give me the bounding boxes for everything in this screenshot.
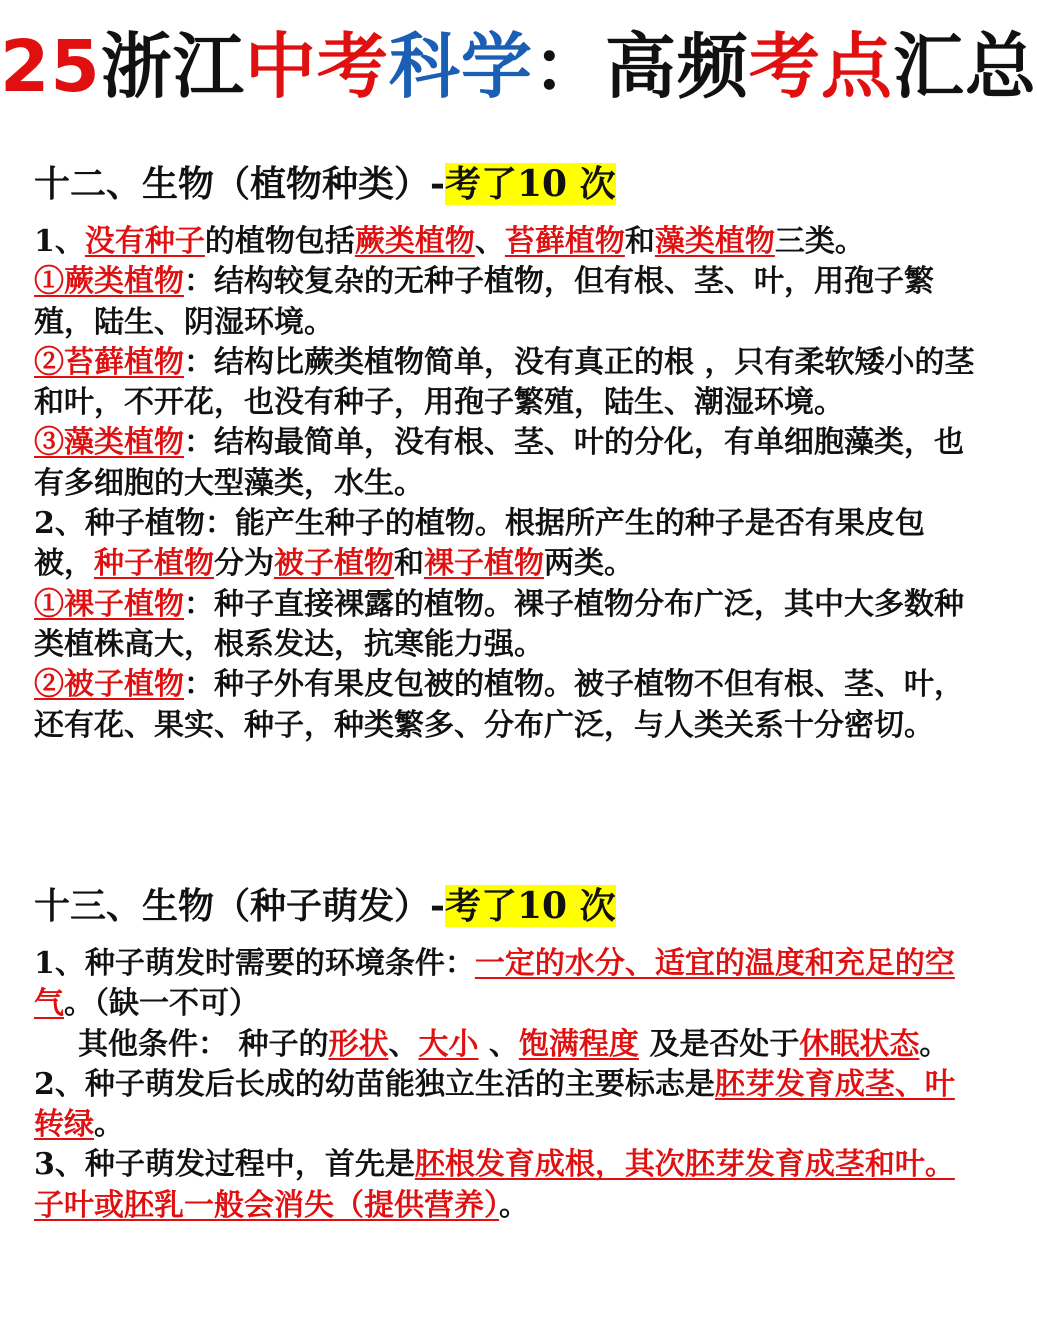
text: 其他条件： 种子的: [78, 1026, 329, 1062]
text: 和: [394, 546, 424, 582]
key-term: 苔藓植物: [504, 224, 625, 259]
key-term: ②被子植物: [34, 667, 184, 703]
text: 三类。: [774, 224, 865, 259]
key-term: 大小: [418, 1026, 479, 1062]
key-term: 胚根发育成根，其次胚芽发育成茎和叶。子叶或胚乳一般会消失（提供营养）: [34, 1147, 955, 1223]
section-body: [34, 944, 984, 1226]
text: ：种子直接裸露的植物。裸子植物分布广泛，其中大多数种类植株高大，根系发达，抗寒能力强。: [34, 586, 964, 662]
text: 。: [94, 1107, 124, 1143]
paragraph: [34, 1145, 984, 1226]
text: ：结构比蕨类植物简单，没有真正的根 ，只有柔软矮小的茎 和叶，不开花，也没有种子，用孢子繁殖，陆生、潮湿环境。: [34, 344, 975, 421]
title-part: 中考: [244, 25, 389, 108]
section-heading-text: 十三、生物（种子萌发）-: [34, 885, 445, 927]
title-part: 汇总: [892, 25, 1037, 108]
paragraph: [34, 423, 984, 504]
key-term: 被子植物: [274, 546, 394, 582]
key-term: ②苔藓植物: [34, 344, 184, 380]
title-part: 浙江: [100, 25, 245, 108]
key-term: 饱满程度: [518, 1026, 639, 1062]
text: ：结构较复杂的无种子植物，但有根、茎、叶，用孢子繁殖，陆生、阴湿环境。: [34, 264, 934, 340]
section-body: [34, 222, 984, 746]
paragraph: [34, 1065, 984, 1146]
paragraph: [34, 944, 984, 1025]
key-term: ①蕨类植物: [34, 264, 184, 300]
section-heading: [34, 160, 616, 208]
section-heading-text: 十二、生物（植物种类）-: [34, 163, 445, 205]
page-title: [0, 22, 1037, 112]
text: 、: [474, 224, 505, 259]
text: 。（缺一不可）: [64, 986, 259, 1022]
title-part: ：高频: [532, 25, 749, 108]
paragraph: [34, 585, 984, 666]
text: 、: [388, 1026, 419, 1062]
text: 的植物包括: [204, 224, 355, 259]
key-term: ③藻类植物: [34, 425, 184, 461]
text: 2、种子植物：能产生种子的植物。根据所产生的种子是否有果皮包被，: [34, 506, 925, 582]
text: 。: [499, 1187, 529, 1223]
paragraph: [34, 343, 984, 424]
paragraph: [34, 222, 984, 262]
text: ：种子外有果皮包被的植物。被子植物不但有根、茎、叶，还有花、果实、种子，种类繁多、分布广泛，与人类关系十分密切。: [34, 667, 964, 743]
text: 。: [919, 1026, 950, 1062]
key-term: 没有种子: [84, 224, 205, 259]
text: 1、: [34, 224, 85, 259]
title-part: 考点: [748, 25, 893, 108]
title-part: 25: [0, 25, 101, 108]
paragraph: [34, 504, 984, 585]
paragraph: [34, 262, 984, 343]
text: 2、种子萌发后长成的幼苗能独立生活的主要标志是: [34, 1066, 715, 1102]
title-part: 科学: [388, 25, 533, 108]
paragraph: [34, 1025, 984, 1065]
exam-count-badge: 考了10 次: [444, 163, 616, 205]
key-term: 蕨类植物: [354, 224, 475, 259]
key-term: 休眠状态: [799, 1026, 920, 1062]
text: 3、种子萌发过程中，首先是: [34, 1147, 415, 1183]
text: ：结构最简单，没有根、茎、叶的分化，有单细胞藻类，也有多细胞的大型藻类，水生。: [34, 425, 964, 501]
key-term: 一定的水分、适宜的温度和充足的空气: [34, 946, 955, 1022]
paragraph: [34, 665, 984, 746]
key-term: ①裸子植物: [34, 586, 184, 622]
text: 、: [478, 1026, 519, 1062]
text: 及是否处于: [638, 1026, 800, 1062]
text: 分为: [214, 546, 274, 582]
key-term: 胚芽发育成茎、叶转绿: [34, 1066, 955, 1143]
section-heading: [34, 882, 616, 930]
text: 和: [624, 224, 655, 259]
text: 两类。: [544, 546, 634, 582]
key-term: 种子植物: [94, 546, 214, 582]
exam-count-badge: 考了10 次: [444, 885, 616, 927]
key-term: 裸子植物: [424, 546, 544, 582]
key-term: 藻类植物: [654, 224, 775, 259]
text: 1、种子萌发时需要的环境条件：: [34, 946, 475, 981]
key-term: 形状: [328, 1026, 389, 1062]
